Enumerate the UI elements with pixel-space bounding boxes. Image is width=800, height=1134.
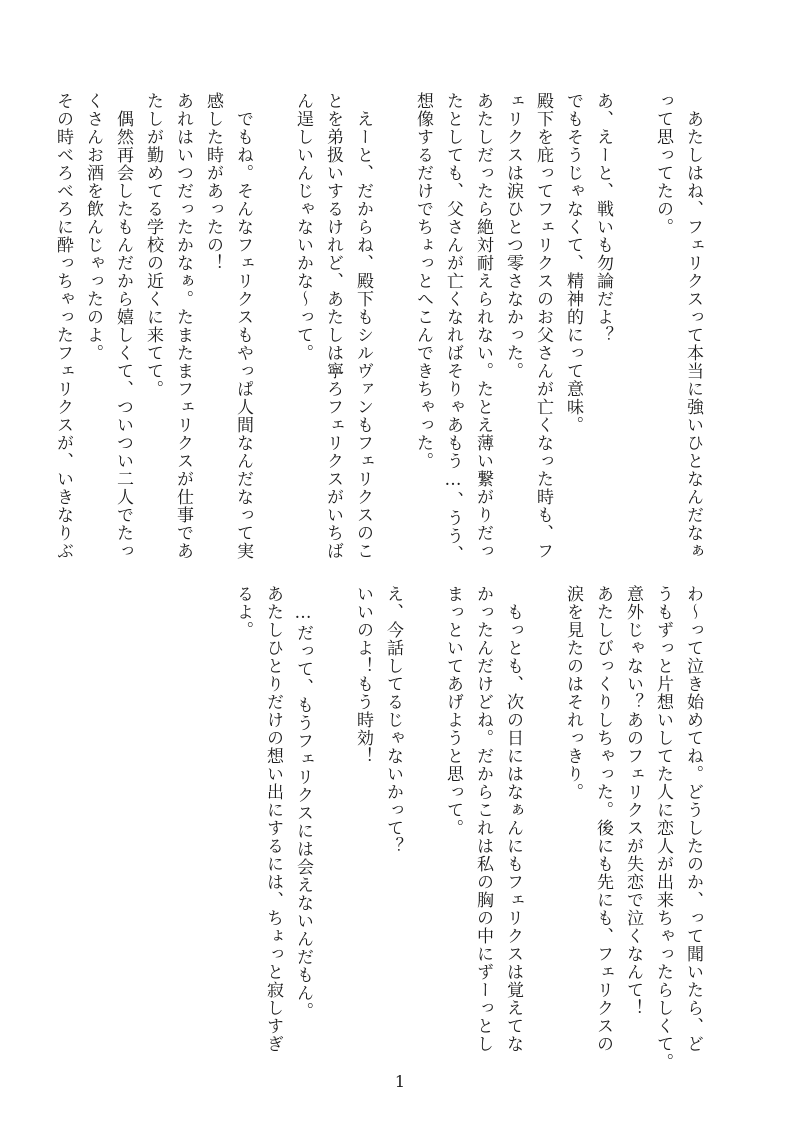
text-line: もっとも、次の日にはなぁんにもフェリクスは覚えてな bbox=[503, 585, 523, 1053]
lower-text-block bbox=[98, 585, 708, 1071]
text-line: あたしだったら絶対耐えられない。たとえ薄い繋がりだっ bbox=[473, 92, 493, 560]
text-line: ェリクスは涙ひとつ零さなかった。 bbox=[503, 92, 523, 380]
text-line: あれはいつだったかなぁ。たまたまフェリクスが仕事であ bbox=[173, 92, 193, 560]
text-line: 殿下を庇ってフェリクスのお父さんが亡くなった時も、フ bbox=[533, 92, 553, 560]
text-line: わ〜って泣き始めてね。どうしたのか、って聞いたら、ど bbox=[683, 585, 703, 1053]
text-line: その時べろべろに酔っちゃったフェリクスが、いきなりぶ bbox=[53, 92, 73, 560]
text-line: ん逞しいんじゃないかな〜って。 bbox=[293, 92, 313, 362]
text-line: でもね。そんなフェリクスもやっぱ人間なんだなって実 bbox=[233, 92, 253, 560]
text-line: たとしても、父さんが亡くなればそりゃあもう…、うう、 bbox=[443, 92, 463, 563]
text-line: えーと、だからね、殿下もシルヴァンもフェリクスのこ bbox=[353, 92, 373, 560]
text-line: くさんお酒を飲んじゃったのよ。 bbox=[83, 92, 103, 362]
paragraph-break bbox=[258, 92, 288, 540]
text-line: いいのよ！もう時効！ bbox=[353, 585, 373, 765]
upper-text-block bbox=[53, 92, 708, 563]
text-line: あ、えーと、戦いも勿論だよ？ bbox=[593, 92, 613, 344]
text-line: 涙を見たのはそれっきり。 bbox=[563, 585, 583, 801]
text-line: …だって、もうフェリクスには会えないんだもん。 bbox=[293, 585, 313, 1020]
text-line: って思ってたの。 bbox=[653, 92, 673, 236]
paragraph-break bbox=[318, 585, 348, 1033]
text-line: あたしびっくりしちゃった。後にも先にも、フェリクスの bbox=[593, 585, 613, 1053]
text-line: とを弟扱いするけれど、あたしは寧ろフェリクスがいちば bbox=[323, 92, 343, 560]
text-line: 意外じゃない？あのフェリクスが失恋で泣くなんて！ bbox=[623, 585, 643, 1017]
text-line: 偶然再会したもんだから嬉しくて、ついつい二人でたっ bbox=[113, 92, 133, 560]
text-line: たしが勤めてる学校の近くに来てて。 bbox=[143, 92, 163, 398]
text-line: かったんだけどね。だからこれは私の胸の中にずーっとし bbox=[473, 585, 493, 1053]
text-line: でもそうじゃなくて、精神的にって意味。 bbox=[563, 92, 583, 434]
text-line: 想像するだけでちょっとへこんできちゃった。 bbox=[413, 92, 433, 470]
text-line: あたしひとりだけの想い出にするには、ちょっと寂しすぎ bbox=[263, 585, 283, 1053]
text-line: まっといてあげようと思って。 bbox=[443, 585, 463, 837]
page-number: 1 bbox=[394, 1072, 406, 1091]
text-line: あたしはね、フェリクスって本当に強いひとなんだなぁ bbox=[683, 92, 703, 560]
text-line: え、今話してるじゃないかって？ bbox=[383, 585, 403, 855]
text-line: うもずっと片想いしてた人に恋人が出来ちゃったらしくて。 bbox=[653, 585, 673, 1071]
paragraph-break bbox=[378, 92, 408, 540]
paragraph-break bbox=[408, 585, 438, 1033]
text-line: るよ。 bbox=[233, 585, 253, 639]
paragraph-break bbox=[528, 585, 558, 1033]
paragraph-break bbox=[618, 92, 648, 540]
text-line: 感した時があったの！ bbox=[203, 92, 223, 272]
